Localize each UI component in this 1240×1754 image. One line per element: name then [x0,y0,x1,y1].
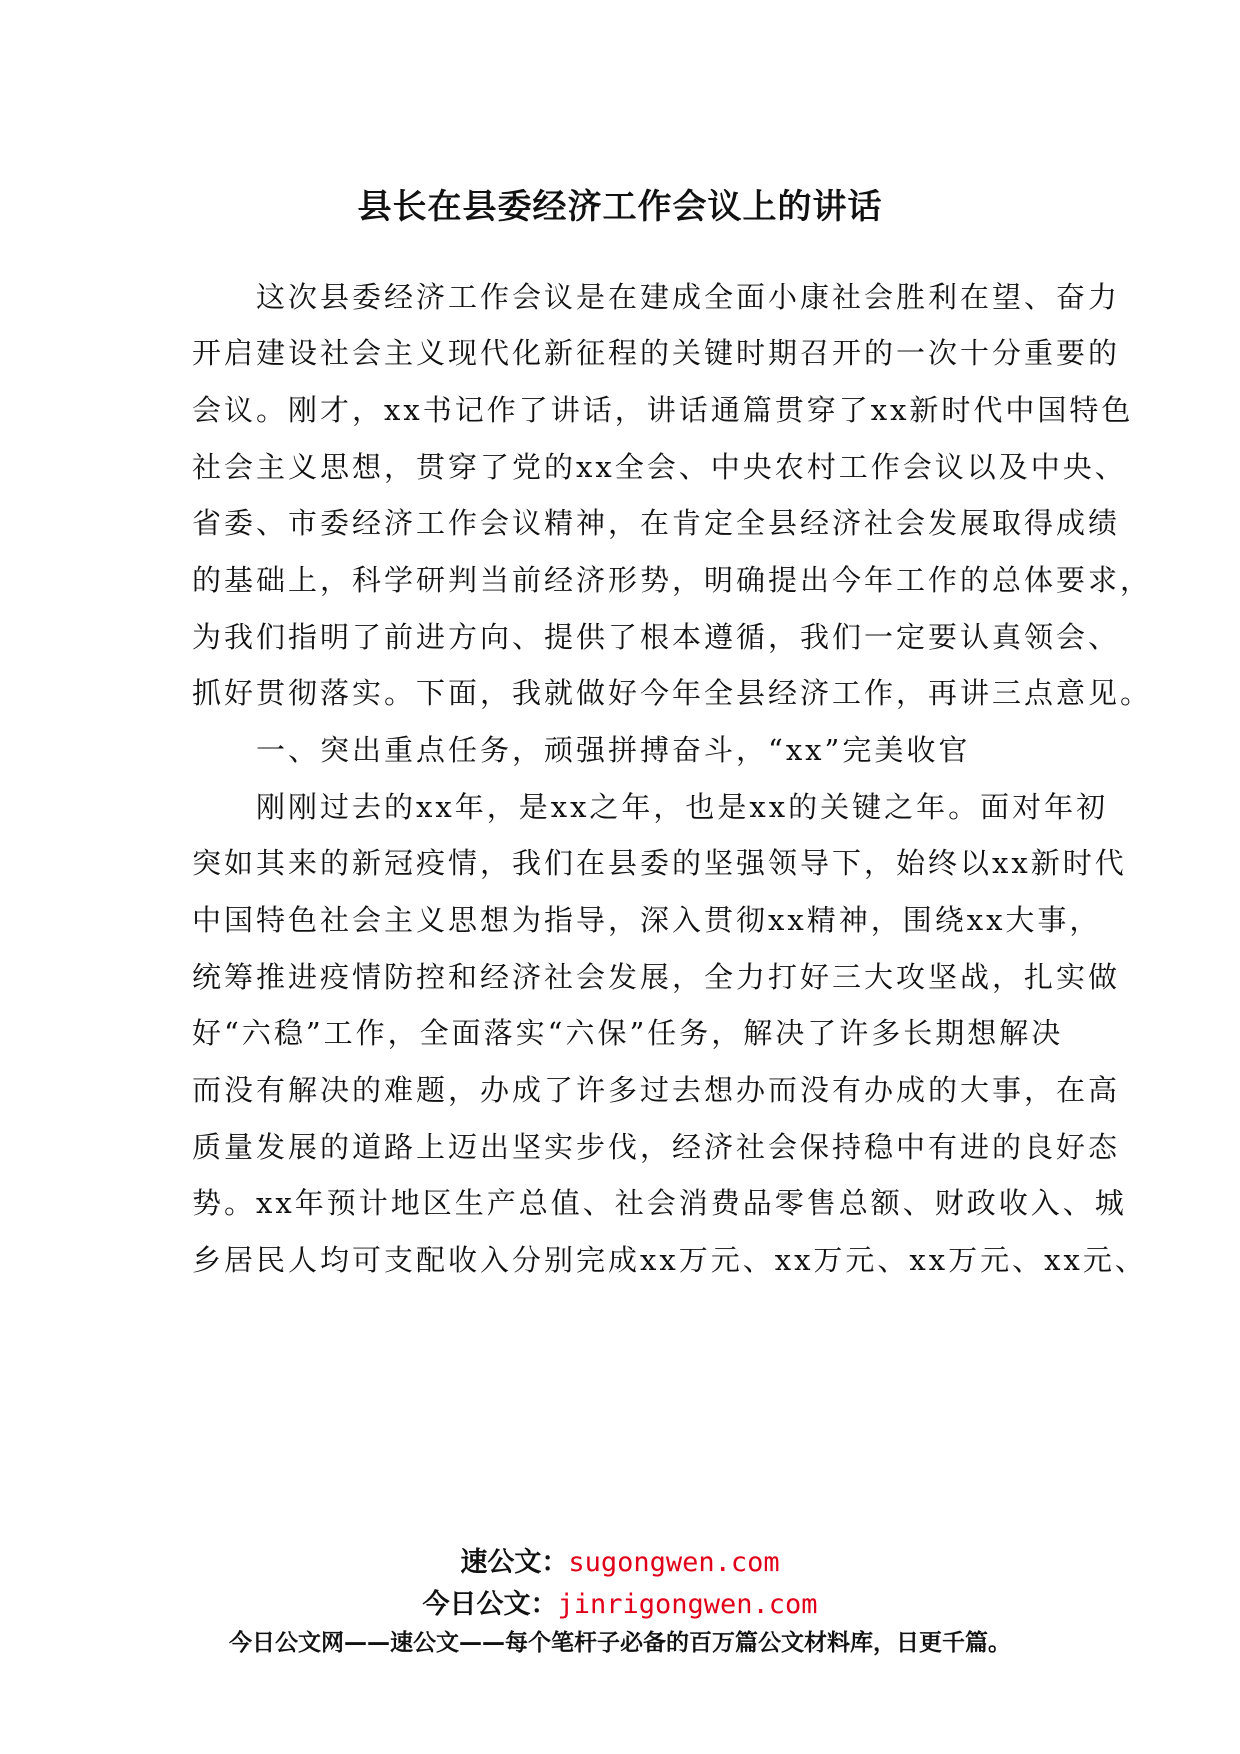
paragraph-line: 质量发展的道路上迈出坚实步伐，经济社会保持稳中有进的良好态 [192,1130,1121,1164]
paragraph-line: 省委、市委经济工作会议精神，在肯定全县经济社会发展取得成绩 [192,506,1121,540]
paragraph-line: 乡居民人均可支配收入分别完成xx万元、xx万元、xx万元、xx元、 [192,1243,1147,1277]
paragraph-line: 开启建设社会主义现代化新征程的关键时期召开的一次十分重要的 [192,336,1121,370]
footer-site1 [0,1540,1240,1579]
document-title: 县长在县委经济工作会议上的讲话 [357,187,883,227]
paragraph-line: 统筹推进疫情防控和经济社会发展，全力打好三大攻坚战，扎实做 [192,960,1121,994]
footer-site2-link[interactable]: jinrigongwen.com [557,1589,818,1620]
paragraph-line: 势。xx年预计地区生产总值、社会消费品零售总额、财政收入、城 [192,1186,1127,1220]
paragraph-line: 刚刚过去的xx年，是xx之年，也是xx的关键之年。面对年初 [256,790,1109,824]
paragraph-line: 抓好贯彻落实。下面，我就做好今年全县经济工作，再讲三点意见。 [192,676,1153,710]
paragraph-line: 中国特色社会主义思想为指导，深入贯彻xx精神，围绕xx大事， [192,903,1102,937]
footer-slogan: 今日公文网——速公文——每个笔杆子必备的百万篇公文材料库，日更千篇。 [229,1630,1011,1656]
footer-site1-label: 速公文： [460,1547,569,1578]
footer-site2 [0,1582,1240,1621]
paragraph-line: 突如其来的新冠疫情，我们在县委的坚强领导下，始终以xx新时代 [192,846,1127,880]
paragraph-line: 而没有解决的难题，办成了许多过去想办而没有办成的大事，在高 [192,1073,1121,1107]
paragraph-line: 为我们指明了前进方向、提供了根本遵循，我们一定要认真领会、 [192,620,1121,654]
paragraph-line: 会议。刚才，xx书记作了讲话，讲话通篇贯穿了xx新时代中国特色 [192,393,1134,427]
paragraph-line: 好“六稳”工作，全面落实“六保”任务，解决了许多长期想解决 [192,1016,1064,1050]
paragraph-line: 的基础上，科学研判当前经济形势，明确提出今年工作的总体要求， [192,563,1153,597]
footer-site2-label: 今日公文： [422,1589,558,1620]
paragraph-line: 社会主义思想，贯穿了党的xx全会、中央农村工作会议以及中央、 [192,450,1127,484]
footer-site1-link[interactable]: sugongwen.com [568,1547,780,1578]
section-heading: 一、突出重点任务，顽强拼搏奋斗，“xx”完美收官 [256,733,971,767]
paragraph-line: 这次县委经济工作会议是在建成全面小康社会胜利在望、奋力 [256,280,1121,314]
